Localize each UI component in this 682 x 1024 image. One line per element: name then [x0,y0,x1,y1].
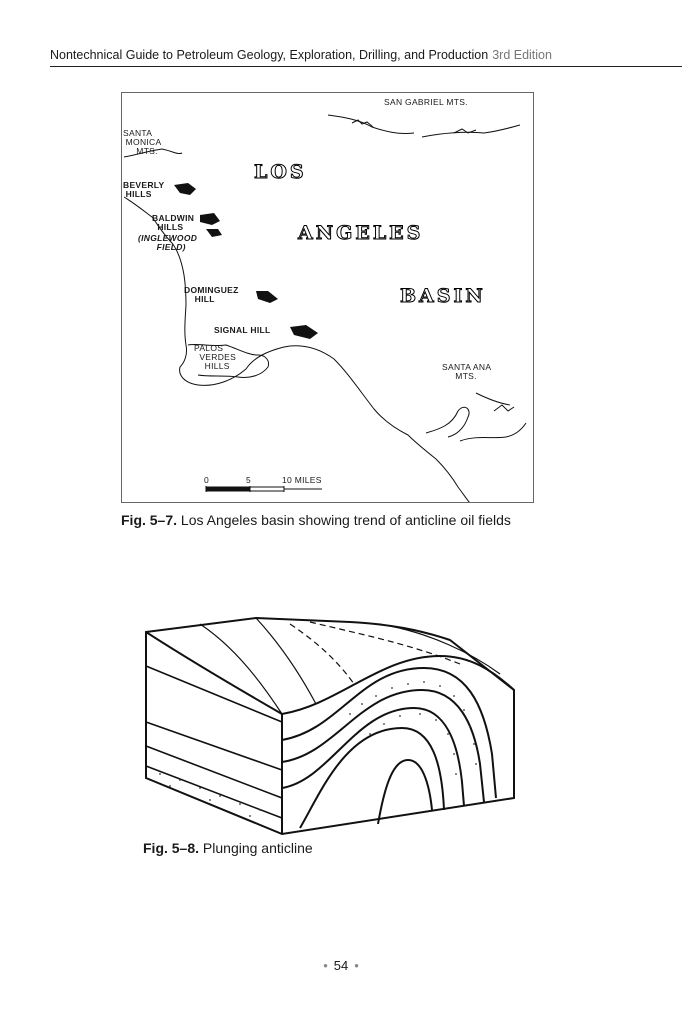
label-dominguez-hill: DOMINGUEZ HILL [184,285,239,304]
scale-label-0: 0 [204,475,210,485]
running-header [50,46,682,67]
anticline-drawing [140,604,536,838]
figure1-caption-number: Fig. 5–7. [121,512,178,528]
anticline-arc-2 [282,690,484,802]
figure2-caption-text: Plunging anticline [199,840,313,856]
scale-label-5: 5 [246,475,252,485]
plunging-anticline-diagram [140,604,536,838]
label-baldwin-hills: BALDWIN HILLS [152,213,195,232]
san-gabriel-ridge [328,115,414,134]
signal-hill-field [290,325,318,339]
inglewood-field-mark [206,229,222,237]
label-santa-monica: SANTA MONICA MTS. [123,128,162,156]
label-beverly-hills: BEVERLY HILLS [123,180,165,199]
label-inglewood-field: (INGLEWOOD FIELD) [138,233,198,252]
bullet-icon: • [323,958,328,973]
label-signal-hill: SIGNAL HILL [214,325,271,335]
bullet-icon: • [354,958,359,973]
dominguez-field [256,291,278,303]
page-number: 54 [333,958,349,973]
scale-label-10-miles: 10 MILES [282,475,322,485]
figure1-caption-text: Los Angeles basin showing trend of anticline oil fields [177,512,511,528]
beverly-hills-field [174,183,196,195]
scale-bar [206,486,322,492]
baldwin-hills-field [200,213,220,225]
label-palos-verdes: PALOS VERDES HILLS [194,343,237,371]
label-angeles: ANGELES [298,222,424,244]
label-basin: BASIN [400,285,486,307]
label-los: LOS [254,161,307,183]
figure1-caption [121,512,511,528]
label-santa-ana: SANTA ANA MTS. [442,362,492,381]
edition-label: 3rd Edition [492,48,552,62]
anticline-arc-3 [282,708,464,806]
figure2-caption [143,840,313,856]
label-san-gabriel: SAN GABRIEL MTS. [384,97,468,107]
los-angeles-basin-map [121,92,534,503]
santa-ana-ridge [476,393,514,411]
book-title: Nontechnical Guide to Petroleum Geology, Exploration, Drilling, and Production [50,48,489,62]
block-outline [146,618,514,834]
figure2-caption-number: Fig. 5–8. [143,840,200,856]
page-footer [0,958,682,973]
